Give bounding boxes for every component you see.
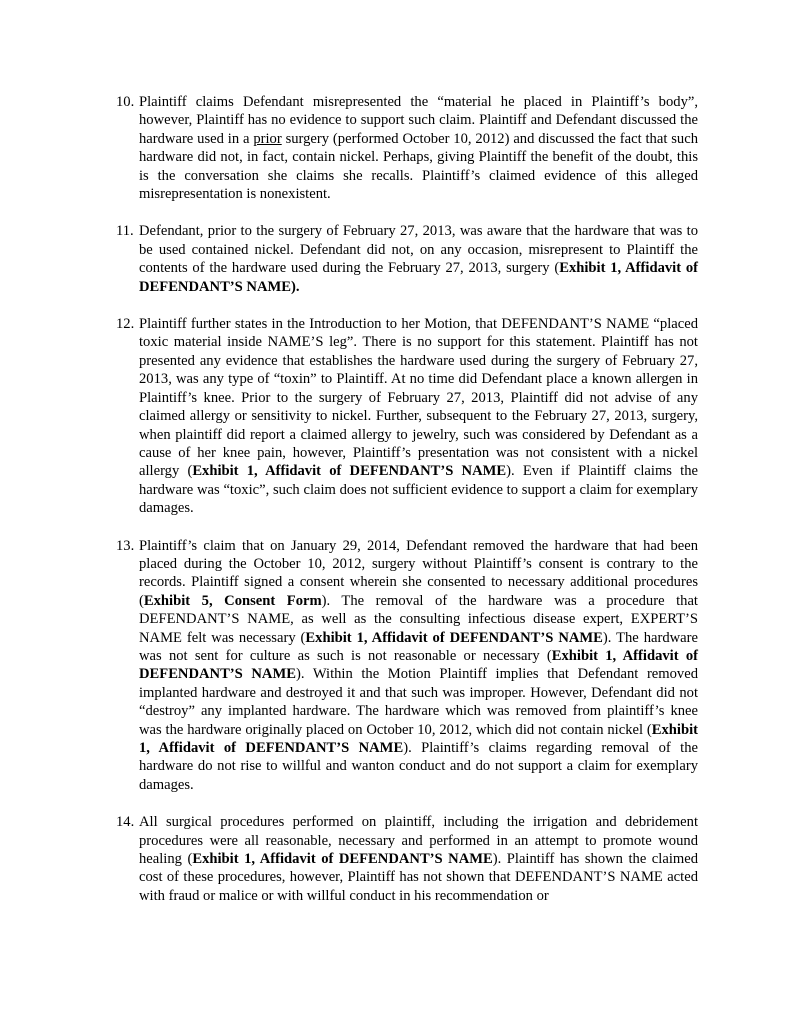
exhibit-citation: Exhibit 1, Affidavit of DEFENDANT’S NAME	[192, 463, 507, 480]
text-segment: Defendant, prior to the surgery of February 27, 2013, was aware that the hardware that was to be used contained nickel. Defendant did not, on any occasion, misrepresent to Plaintiff the contents of the hardware used during the February 27, 2013, surgery (	[139, 223, 698, 277]
text-segment: All surgical procedures performed on plaintiff, including the irrigation and debridement procedures were all reasonable, necessary and performed in an attempt to promote wound healing (	[139, 814, 698, 868]
exhibit-citation: Exhibit 1, Affidavit of DEFENDANT’S NAME	[139, 647, 698, 683]
paragraph-number: 11.	[116, 223, 134, 240]
exhibit-citation: Exhibit 1, Affidavit of DEFENDANT’S NAME	[192, 851, 493, 868]
text-segment: Plaintiff claims Defendant misrepresented the “material he placed in Plaintiff’s body”, however, Plaintiff has no evidence to support such claim. Plaintiff and Defendant discussed the hardware used in a	[139, 94, 698, 147]
text-segment: ). Even if Plaintiff claims the hardware was “toxic”, such claim does not sufficient evidence to support a claim for exemplary damages.	[139, 463, 698, 517]
exhibit-citation: Exhibit 5, Consent Form	[143, 592, 322, 609]
text-segment: ). Plaintiff’s claims regarding removal of the hardware do not rise to willful and wanton conduct and do not support a claim for exemplary damages.	[139, 740, 698, 793]
exhibit-citation: Exhibit 1, Affidavit of DEFENDANT’S NAME	[305, 629, 603, 646]
paragraph-13	[116, 537, 698, 795]
exhibit-citation: Exhibit 1, Affidavit of DEFENDANT’S NAME	[139, 721, 698, 756]
text-segment: surgery (performed October 10, 2012) and discussed the fact that such hardware did not, in fact, contain nickel. Perhaps, giving Plaintiff the benefit of the doubt, this is the conversation she claims she recalls. Plaintiff’s claimed evidence of this alleged misrepresentation is nonexistent.	[139, 130, 698, 203]
paragraph-text	[139, 537, 698, 795]
underlined-text: prior	[253, 130, 282, 147]
paragraph-number: 13.	[116, 537, 135, 554]
exhibit-citation: Exhibit 1, Affidavit of DEFENDANT’S NAME).	[139, 260, 699, 295]
text-segment: ). The removal of the hardware was a procedure that DEFENDANT’S NAME, as well as the consulting infectious disease expert, EXPERT’S NAME felt was necessary (	[139, 592, 698, 646]
paragraph-number: 10.	[116, 94, 135, 110]
paragraph-10	[116, 93, 698, 203]
paragraph-11	[116, 222, 698, 296]
text-segment: Plaintiff’s claim that on January 29, 2014, Defendant removed the hardware that had been placed during the October 10, 2012, surgery without Plaintiff’s consent is contrary to the records. Plaintiff signed a consent wherein she consented to necessary additional procedures (	[139, 537, 698, 609]
paragraph-text	[139, 315, 698, 517]
paragraph-14	[116, 813, 698, 905]
text-segment: ). The hardware was not sent for culture as such is not reasonable or necessary (	[139, 629, 698, 664]
text-segment: ). Plaintiff has shown the claimed cost of these procedures, however, Plaintiff has not shown that DEFENDANT’S NAME acted with fraud or malice or with willful conduct in his recommendation or	[139, 851, 698, 904]
text-segment: Plaintiff further states in the Introduction to her Motion, that DEFENDANT’S NAME “placed toxic material inside NAME’S leg”. There is no support for this statement. Plaintiff has not presented any evidence that establishes the hardware used during the surgery of February 27, 2013, was any type of “toxin” to Plaintiff. At no time did Defendant place a known allergen in Plaintiff’s knee. Prior to the surgery of February 27, 2013, Plaintiff did not advise of any claimed allergy or sensitivity to nickel. Further, subsequent to the February 27, 2013, surgery, when plaintiff did report a claimed allergy to jewelry, such was considered by Defendant as a cause of her knee pain, however, Plaintiff’s presentation was not consistent with a nickel allergy (	[139, 316, 698, 480]
paragraph-text	[139, 93, 698, 203]
paragraph-text	[139, 222, 698, 296]
paragraph-text	[139, 813, 698, 905]
text-segment: ). Within the Motion Plaintiff implies that Defendant removed implanted hardware and destroyed it and that such was improper. However, Defendant did not “destroy” any implanted hardware. The hardware which was removed from plaintiff’s knee was the hardware originally placed on October 10, 2012, which did not contain nickel (	[139, 666, 699, 738]
paragraph-12	[116, 315, 698, 517]
paragraph-number: 12.	[116, 316, 135, 333]
numbered-paragraph-list	[116, 93, 698, 924]
paragraph-number: 14.	[116, 814, 135, 831]
